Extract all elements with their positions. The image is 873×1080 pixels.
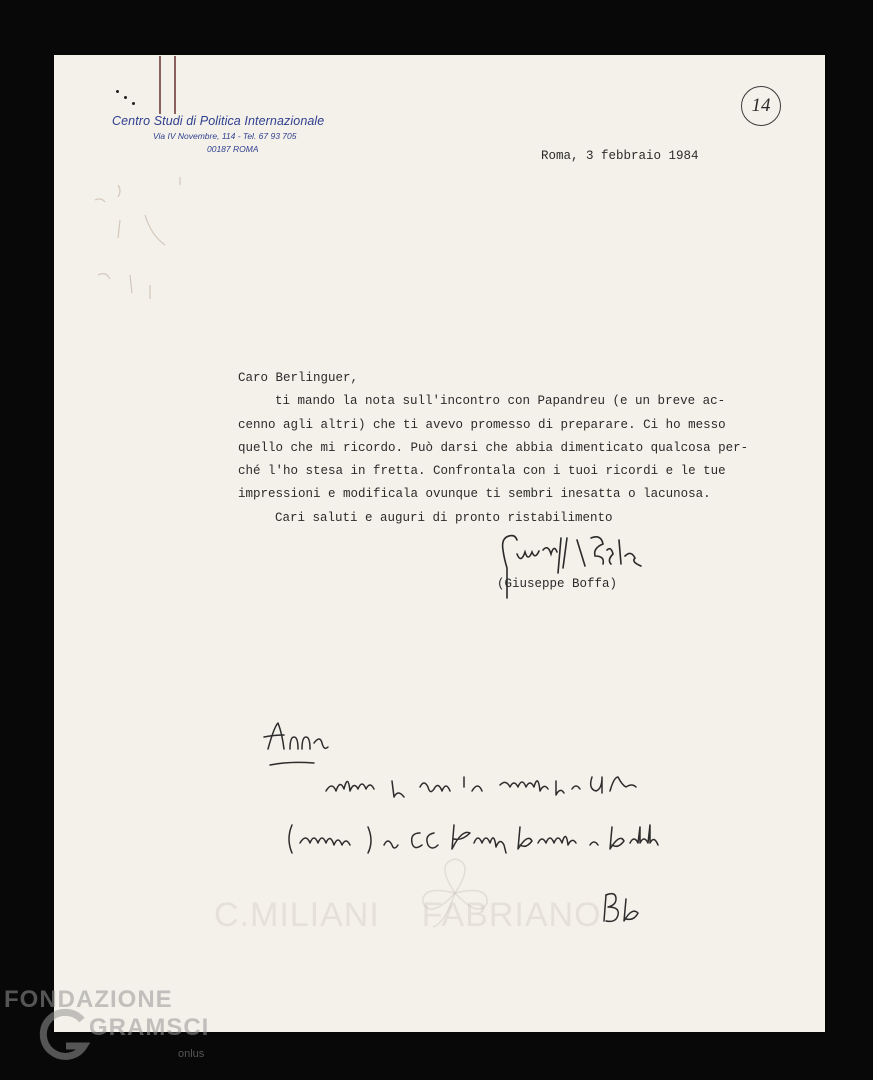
handwritten-signature <box>495 528 655 603</box>
logo-subtitle: onlus <box>178 1048 205 1060</box>
body-line: quello che mi ricordo. Può darsi che abbia dimenticato qualcosa per- <box>238 440 749 455</box>
letter-date: Roma, 3 febbraio 1984 <box>541 149 699 163</box>
closing: Cari saluti e auguri di pronto ristabilimento <box>275 510 613 525</box>
letterhead-address: Via IV Novembre, 114 - Tel. 67 93 705 <box>153 131 297 141</box>
letter-body <box>238 367 748 530</box>
letterhead-city: 00187 ROMA <box>207 144 259 154</box>
body-line: ché l'ho stesa in fretta. Confrontala con i tuoi ricordi e le tue <box>238 464 726 479</box>
body-line: cenno agli altri) che ti avevo promesso di preparare. Ci ho messo <box>238 417 726 432</box>
letterhead-name: Centro Studi di Politica Internazionale <box>112 114 325 128</box>
binding-marks <box>157 56 179 116</box>
ink-dots <box>114 88 138 108</box>
logo-line2: GRAMSCI <box>89 1014 210 1041</box>
logo-g-icon <box>34 1006 94 1066</box>
archive-logo <box>4 986 210 1060</box>
archive-number: 14 <box>741 86 781 126</box>
salutation: Caro Berlinguer, <box>238 371 359 385</box>
letterhead <box>112 114 325 154</box>
logo-line1: FONDAZIONE <box>4 986 173 1013</box>
body-line: ti mando la nota sull'incontro con Papandreu (e un breve ac- <box>275 394 726 409</box>
paper-watermark: C.MILIANI FABRIANO <box>214 896 602 934</box>
body-line: impressioni e modificala ovunque ti sembri inesatta o lacunosa. <box>238 487 711 502</box>
signature-name: (Giuseppe Boffa) <box>497 577 618 591</box>
rust-stain <box>90 175 190 300</box>
handwriting-strokes <box>250 715 710 935</box>
